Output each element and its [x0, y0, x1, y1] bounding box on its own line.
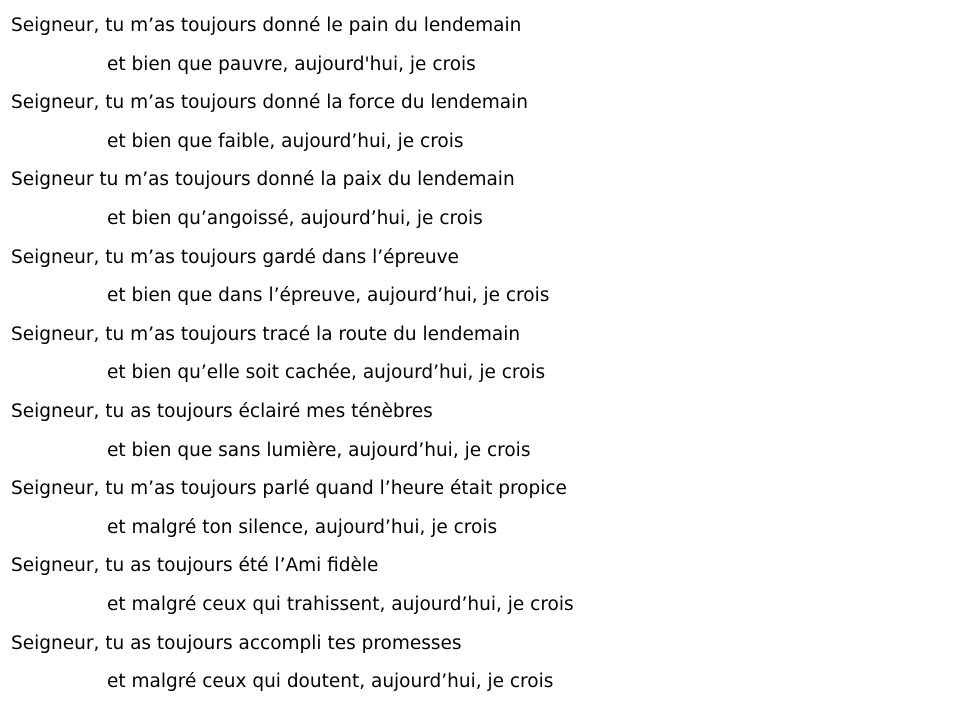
poem-line-indented: et bien qu’angoissé, aujourd’hui, je crois [107, 207, 483, 229]
poem-line-indented: et malgré ceux qui trahissent, aujourd’hui, je crois [107, 593, 574, 615]
poem-line: Seigneur, tu as toujours été l’Ami fidèle [11, 555, 379, 577]
poem-line: Seigneur, tu m’as toujours tracé la route du lendemain [11, 323, 521, 345]
poem-line: Seigneur, tu m’as toujours parlé quand l’heure était propice [11, 478, 567, 500]
poem-line-indented: et bien que pauvre, aujourd'hui, je crois [107, 53, 476, 75]
poem-line-indented: et malgré ton silence, aujourd’hui, je crois [107, 516, 498, 538]
poem-line: Seigneur tu m’as toujours donné la paix du lendemain [11, 169, 515, 191]
poem-text [11, 14, 941, 709]
poem-line: Seigneur, tu m’as toujours gardé dans l’épreuve [11, 246, 459, 268]
poem-line: Seigneur, tu as toujours éclairé mes ténèbres [11, 400, 433, 422]
poem-line-indented: et malgré ceux qui doutent, aujourd’hui, je crois [107, 671, 554, 693]
poem-line-indented: et bien que sans lumière, aujourd’hui, je crois [107, 439, 531, 461]
poem-line-indented: et bien que faible, aujourd’hui, je crois [107, 130, 464, 152]
poem-line: Seigneur, tu m’as toujours donné la force du lendemain [11, 92, 528, 114]
poem-line: Seigneur, tu m’as toujours donné le pain du lendemain [11, 15, 522, 36]
poem-line-indented: et bien que dans l’épreuve, aujourd’hui, je crois [107, 285, 550, 307]
poem-line: Seigneur, tu as toujours accompli tes promesses [11, 632, 462, 654]
poem-line-indented: et bien qu’elle soit cachée, aujourd’hui, je crois [107, 362, 546, 384]
